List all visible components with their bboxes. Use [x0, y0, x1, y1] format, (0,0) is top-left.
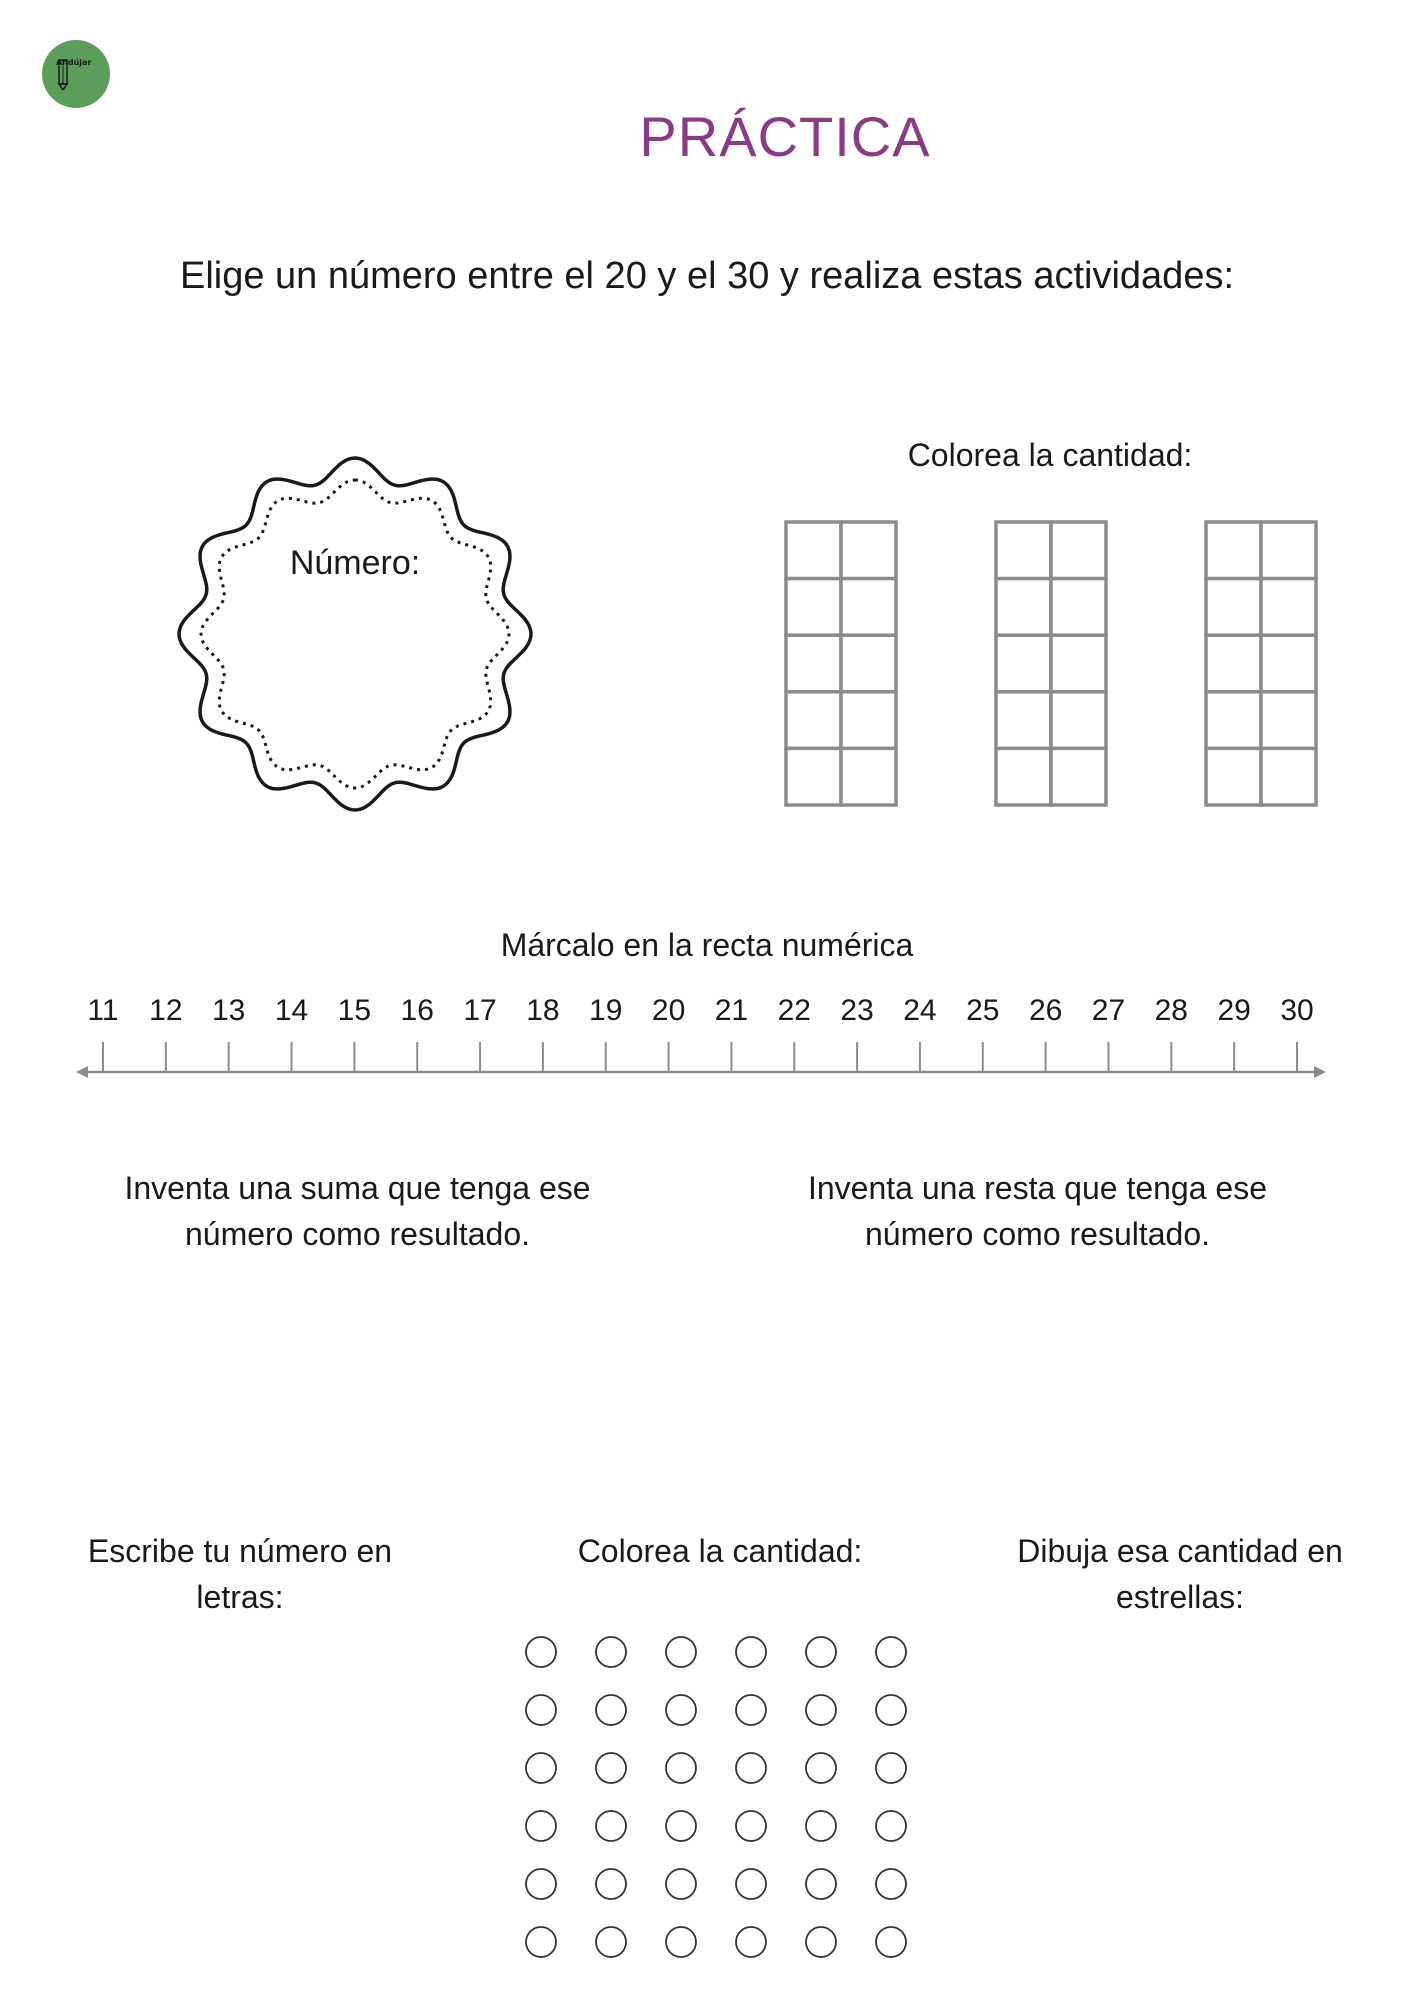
ten-frame-cell[interactable] — [996, 522, 1051, 579]
number-line-tick-label: 13 — [211, 994, 246, 1027]
dot-circle[interactable] — [666, 1869, 696, 1899]
number-line-tick-label: 16 — [400, 994, 434, 1027]
dot-circle[interactable] — [876, 1753, 906, 1783]
dot-circle[interactable] — [526, 1753, 556, 1783]
ten-frame-cell[interactable] — [1206, 522, 1261, 579]
ten-frame-cell[interactable] — [1261, 635, 1316, 692]
number-line-tick-label: 20 — [651, 994, 686, 1027]
dot-circle[interactable] — [736, 1927, 766, 1957]
ten-frame-cell[interactable] — [786, 635, 841, 692]
dot-circle[interactable] — [876, 1811, 906, 1841]
ten-frame-cell[interactable] — [786, 748, 841, 805]
write-task — [60, 1528, 420, 1620]
ten-frame-cell[interactable] — [996, 748, 1051, 805]
dot-circle[interactable] — [806, 1637, 836, 1667]
number-line — [76, 1042, 1326, 1078]
dot-circle[interactable] — [526, 1695, 556, 1725]
ten-frame-cell[interactable] — [841, 522, 896, 579]
dot-circle[interactable] — [736, 1695, 766, 1725]
ten-frame-2[interactable] — [996, 522, 1106, 805]
dot-circle[interactable] — [806, 1869, 836, 1899]
number-line-tick-label: 24 — [903, 994, 937, 1027]
dot-circle[interactable] — [736, 1753, 766, 1783]
sub-task-line2: número como resultado. — [864, 1216, 1211, 1252]
dots-task-label: Colorea la cantidad: — [577, 1533, 863, 1569]
dot-circle[interactable] — [666, 1753, 696, 1783]
number-line-tick-label: 14 — [274, 994, 309, 1027]
dot-circle[interactable] — [596, 1811, 626, 1841]
dot-circle[interactable] — [736, 1811, 766, 1841]
ten-frame-cell[interactable] — [996, 635, 1051, 692]
dot-grid — [526, 1637, 906, 1957]
dot-circle[interactable] — [806, 1695, 836, 1725]
dot-circle[interactable] — [806, 1811, 836, 1841]
dot-circle[interactable] — [526, 1811, 556, 1841]
ten-frame-cell[interactable] — [1051, 635, 1106, 692]
stars-task-line1: Dibuja esa cantidad en — [1017, 1533, 1343, 1569]
dot-circle[interactable] — [596, 1637, 626, 1667]
number-line-tick-label: 23 — [840, 994, 874, 1027]
number-line-label: Márcalo en la recta numérica — [500, 927, 914, 963]
ten-frame-cell[interactable] — [841, 748, 896, 805]
ten-frame-cell[interactable] — [786, 522, 841, 579]
dot-circle[interactable] — [876, 1927, 906, 1957]
dot-circle[interactable] — [596, 1869, 626, 1899]
number-line-tick-label: 18 — [526, 994, 560, 1027]
instruction: Elige un número entre el 20 y el 30 y realiza estas actividades: — [179, 255, 1235, 297]
ten-frame-cell[interactable] — [786, 579, 841, 636]
dot-circle[interactable] — [666, 1811, 696, 1841]
dot-circle[interactable] — [526, 1927, 556, 1957]
logo-text: Andújar — [56, 58, 92, 67]
number-line-tick-label: 27 — [1091, 994, 1126, 1027]
number-line-tick-label: 29 — [1217, 994, 1251, 1027]
ten-frame-cell[interactable] — [786, 692, 841, 749]
number-line-tick-label: 11 — [87, 994, 119, 1027]
ten-frame-cell[interactable] — [1206, 748, 1261, 805]
ten-frame-1[interactable] — [786, 522, 896, 805]
dot-circle[interactable] — [666, 1637, 696, 1667]
dot-circle[interactable] — [596, 1927, 626, 1957]
ten-frame-bars — [786, 522, 1316, 805]
number-line-tick-label: 21 — [714, 994, 749, 1027]
ten-frame-cell[interactable] — [1206, 579, 1261, 636]
ten-frame-cell[interactable] — [1051, 692, 1106, 749]
color-bars-label: Colorea la cantidad: — [907, 437, 1193, 473]
number-line-tick-label: 12 — [149, 994, 183, 1027]
ten-frame-cell[interactable] — [841, 635, 896, 692]
stars-task-line2: estrellas: — [1115, 1579, 1245, 1615]
ten-frame-3[interactable] — [1206, 522, 1316, 805]
arrow-right-icon — [1314, 1066, 1326, 1078]
logo — [42, 40, 110, 108]
number-line-tick-label: 25 — [966, 994, 1000, 1027]
ten-frame-cell[interactable] — [1261, 522, 1316, 579]
sub-task — [760, 1165, 1315, 1257]
ten-frame-cell[interactable] — [1206, 692, 1261, 749]
number-badge-label: Número: — [289, 544, 421, 582]
ten-frame-cell[interactable] — [996, 579, 1051, 636]
ten-frame-cell[interactable] — [1051, 579, 1106, 636]
number-line-tick-label: 22 — [777, 994, 811, 1027]
page-title: PRÁCTICA — [639, 105, 931, 168]
dot-circle[interactable] — [526, 1637, 556, 1667]
number-line-tick-label: 17 — [463, 994, 497, 1027]
dot-circle[interactable] — [806, 1927, 836, 1957]
arrow-left-icon — [76, 1066, 88, 1078]
write-task-line1: Escribe tu número en — [87, 1533, 393, 1569]
ten-frame-cell[interactable] — [1261, 579, 1316, 636]
sub-task-line1: Inventa una resta que tenga ese — [807, 1170, 1267, 1206]
number-line-tick-label: 19 — [589, 994, 623, 1027]
dot-circle[interactable] — [876, 1695, 906, 1725]
stars-task — [990, 1528, 1370, 1620]
ten-frame-cell[interactable] — [841, 579, 896, 636]
sum-task — [80, 1165, 635, 1257]
number-line-tick-label: 15 — [337, 994, 372, 1027]
number-line-tick-label: 26 — [1028, 994, 1063, 1027]
dot-circle[interactable] — [596, 1695, 626, 1725]
ten-frame-cell[interactable] — [996, 692, 1051, 749]
badge-outer-border — [179, 458, 531, 810]
ten-frame-cell[interactable] — [841, 692, 896, 749]
number-line-tick-label: 28 — [1154, 994, 1188, 1027]
ten-frame-cell[interactable] — [1261, 748, 1316, 805]
sum-task-line2: número como resultado. — [184, 1216, 531, 1252]
badge-inner-dotted-border — [201, 480, 509, 788]
dot-circle[interactable] — [806, 1753, 836, 1783]
dot-circle[interactable] — [736, 1869, 766, 1899]
ten-frame-cell[interactable] — [1051, 522, 1106, 579]
dot-circle[interactable] — [596, 1753, 626, 1783]
number-line-tick-label: 30 — [1280, 994, 1314, 1027]
dot-circle[interactable] — [666, 1927, 696, 1957]
dot-circle[interactable] — [736, 1637, 766, 1667]
ten-frame-cell[interactable] — [1206, 635, 1261, 692]
dot-circle[interactable] — [666, 1695, 696, 1725]
dot-circle[interactable] — [876, 1637, 906, 1667]
dot-circle[interactable] — [526, 1869, 556, 1899]
ten-frame-cell[interactable] — [1261, 692, 1316, 749]
write-task-line2: letras: — [196, 1579, 284, 1615]
dot-circle[interactable] — [876, 1869, 906, 1899]
ten-frame-cell[interactable] — [1051, 748, 1106, 805]
sum-task-line1: Inventa una suma que tenga ese — [124, 1170, 591, 1206]
